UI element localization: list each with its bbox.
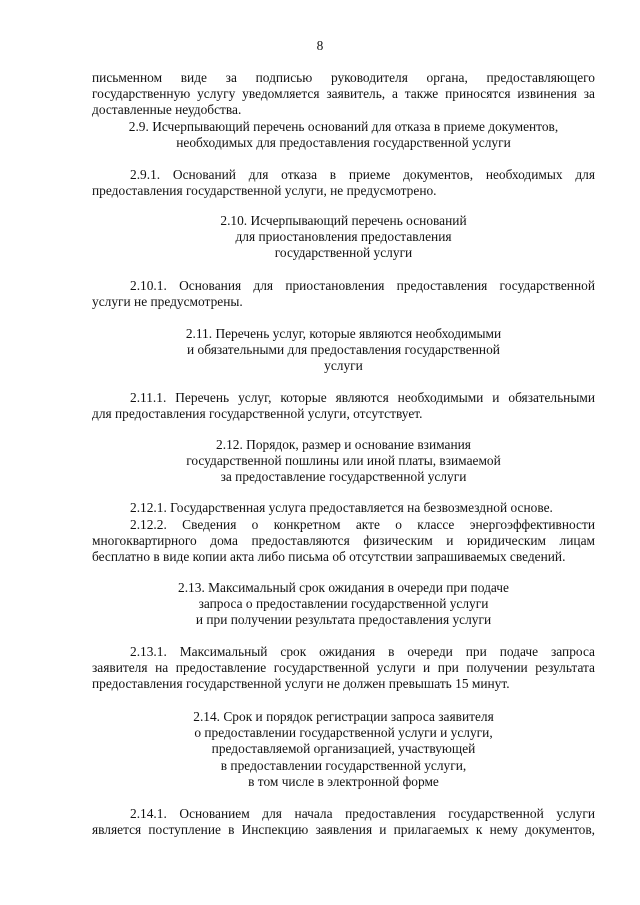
text-line: предоставления государственной услуги не должен превышать 15 минут.: [92, 676, 510, 692]
section-heading-2-13: [92, 580, 595, 629]
section-heading-2-12: [92, 437, 595, 486]
text-line: 2.13.1. Максимальный срок ожидания в очереди при подаче запроса: [130, 644, 595, 659]
text-line: 2.9.1. Оснований для отказа в приеме документов, необходимых для: [130, 167, 595, 182]
text-line: многоквартирного дома предоставляются физическим и юридическим лицам: [92, 533, 595, 549]
heading-line: 2.14. Срок и порядок регистрации запроса заявителя: [193, 709, 494, 724]
text-line: 2.14.1. Основанием для начала предоставления государственной услуги: [130, 806, 595, 821]
heading-line: 2.12. Порядок, размер и основание взимания: [216, 437, 471, 452]
heading-line: 2.9. Исчерпывающий перечень оснований для отказа в приеме документов,: [128, 119, 559, 134]
heading-line: в предоставлении государственной услуги,: [220, 757, 467, 773]
text-line: письменном виде за подписью руководителя органа, предоставляющего: [92, 70, 595, 85]
paragraph-2-9-1: [92, 167, 595, 199]
paragraph-2-10-1: [92, 278, 595, 310]
heading-line: в том числе в электронной форме: [248, 773, 439, 789]
heading-line: о предоставлении государственной услуги и услуги,: [194, 725, 493, 741]
paragraph-continuation: [92, 70, 595, 119]
heading-line: и обязательными для предоставления государственной: [187, 342, 500, 358]
heading-line: предоставляемой организацией, участвующей: [211, 741, 476, 757]
section-heading-2-11: [92, 326, 595, 375]
heading-line: государственной пошлины или иной платы, взимаемой: [186, 453, 501, 469]
paragraph-2-12-2: [92, 517, 595, 566]
heading-line: запроса о предоставлении государственной услуги: [198, 596, 489, 612]
paragraph-2-13-1: [92, 644, 595, 693]
section-heading-2-10: [92, 213, 595, 262]
text-line: услуги не предусмотрены.: [92, 294, 243, 310]
text-line: государственную услугу уведомляется заявитель, а также приносятся извинения за: [92, 86, 595, 102]
text-line: 2.10.1. Основания для приостановления предоставления государственной: [130, 278, 595, 293]
text-line: для предоставления государственной услуги, отсутствует.: [92, 406, 423, 422]
text-line: бесплатно в виде копии акта либо письма об отсутствии запрашиваемых сведений.: [92, 549, 566, 565]
heading-line: государственной услуги: [274, 245, 413, 261]
heading-line: и при получении результата предоставления услуги: [195, 612, 492, 628]
heading-line: 2.11. Перечень услуг, которые являются необходимыми: [185, 326, 502, 341]
heading-line: 2.13. Максимальный срок ожидания в очереди при подаче: [178, 580, 509, 595]
text-line: 2.12.1. Государственная услуга предоставляется на безвозмездной основе.: [130, 500, 553, 515]
text-line: предоставления государственной услуги, не предусмотрено.: [92, 183, 437, 199]
heading-line: для приостановления предоставления: [235, 229, 452, 245]
paragraph-2-14-1: [92, 806, 595, 838]
text-line: заявителя на предоставление государственной услуги и при получении результата: [92, 660, 595, 676]
section-heading-2-14: [92, 709, 595, 790]
text-line: 2.11.1. Перечень услуг, которые являются необходимыми и обязательными: [130, 390, 595, 405]
heading-line: за предоставление государственной услуги: [220, 469, 467, 485]
text-line: доставленные неудобства.: [92, 102, 242, 118]
heading-line: необходимых для предоставления государственной услуги: [176, 135, 511, 151]
paragraph-2-12-1: [92, 500, 595, 516]
page-number: 8: [316, 38, 324, 53]
section-heading-2-9: [92, 119, 595, 151]
text-line: является поступление в Инспекцию заявления и прилагаемых к нему документов,: [92, 822, 595, 838]
heading-line: 2.10. Исчерпывающий перечень оснований: [220, 213, 467, 228]
paragraph-2-11-1: [92, 390, 595, 422]
heading-line: услуги: [324, 358, 363, 374]
text-line: 2.12.2. Сведения о конкретном акте о классе энергоэффективности: [130, 517, 595, 532]
